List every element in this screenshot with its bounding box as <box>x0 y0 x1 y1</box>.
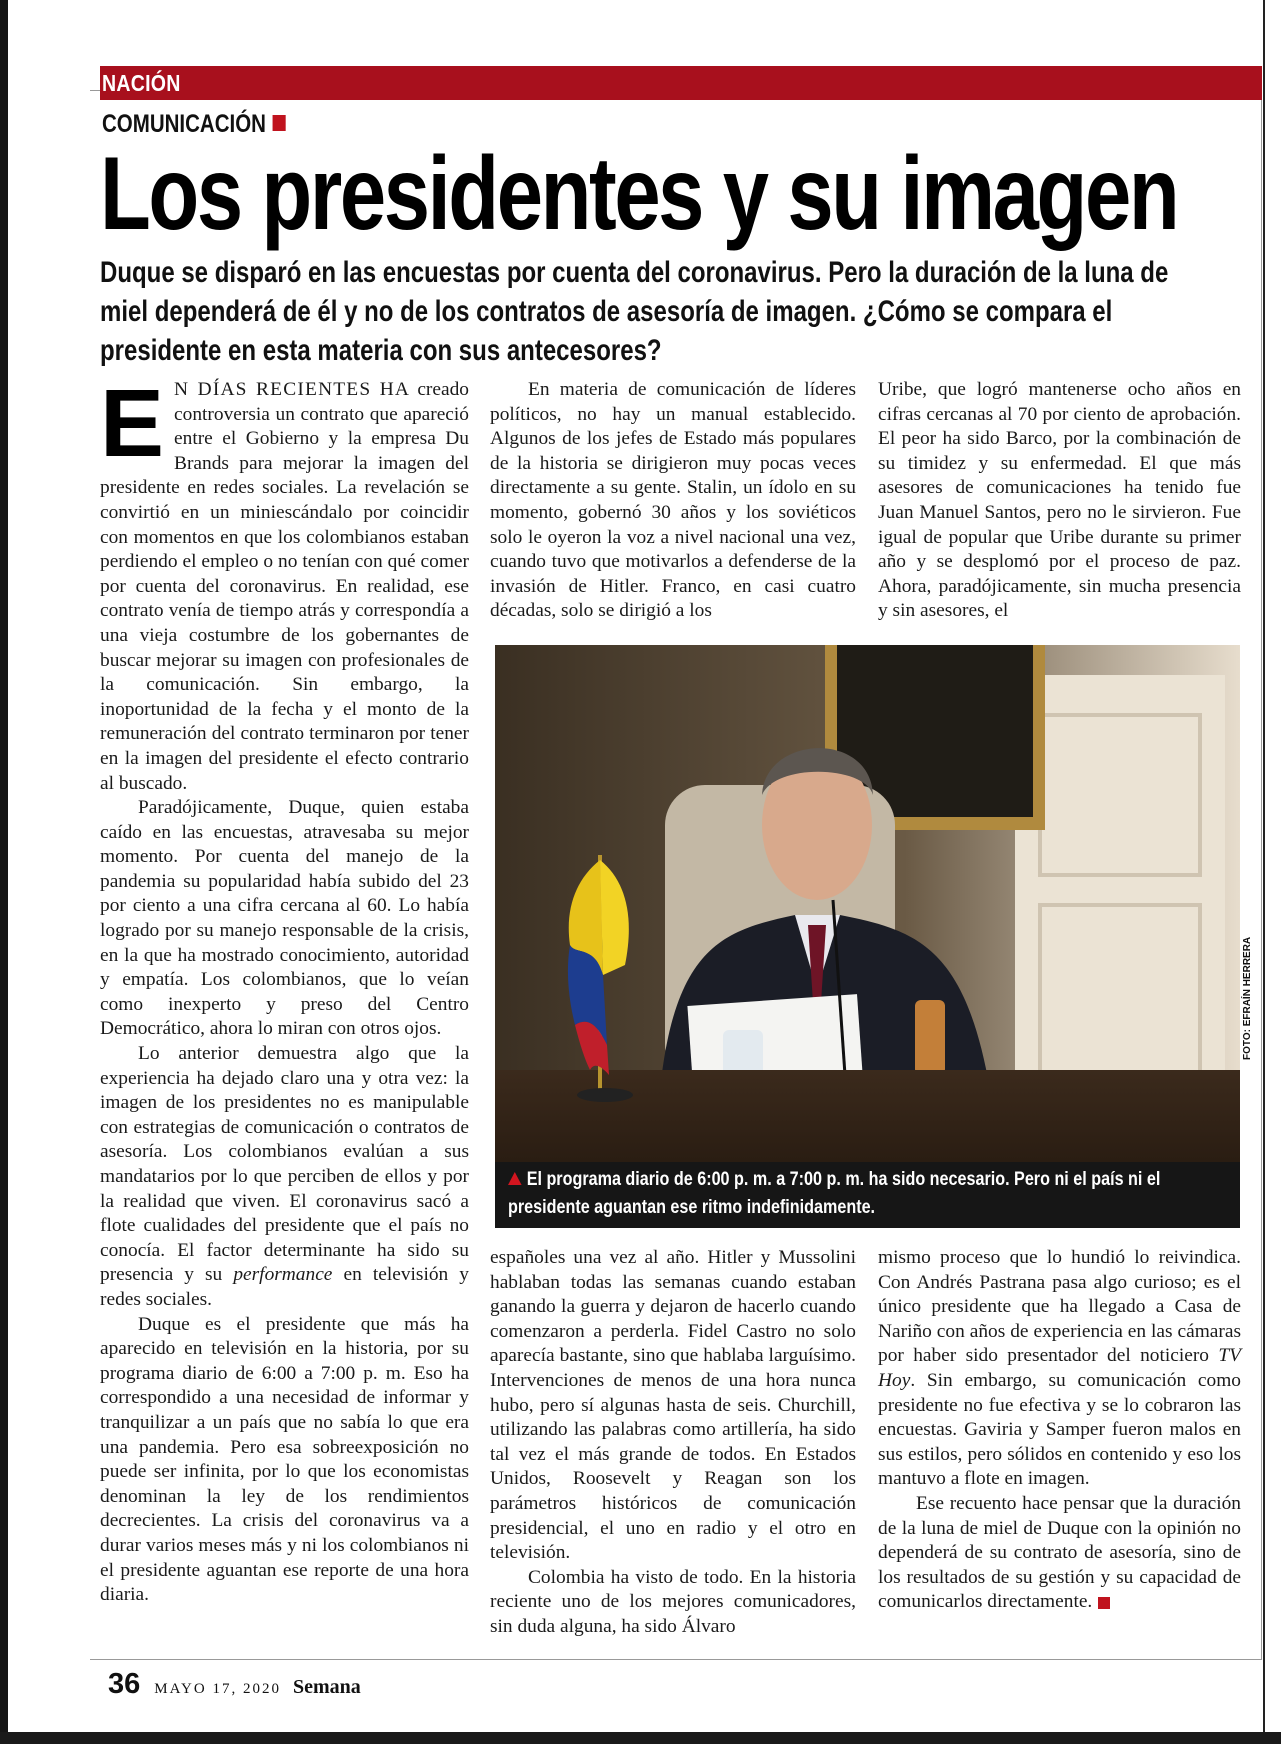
paragraph-6: Uribe, que logró mantenerse ocho años en cifras cercanas al 70 por ciento de aprobación. El peor ha sido Barco, por la combinación de su timidez y su enfermedad. El que más asesores de comunicaciones ha tenido fue Juan Manuel Santos, pero no le sirvieron. Fue igual de popular que Uribe durante su primer año y se desplomó por el proceso de paz. Ahora, paradójicamente, sin mucha presencia y sin asesores, el <box>878 379 1241 622</box>
president-photo <box>495 645 1240 1228</box>
article-column-2-bottom <box>490 1246 856 1640</box>
photo-caption <box>508 1166 1239 1222</box>
paragraph-2: Paradójicamente, Duque, quien estaba caído en las encuestas, atravesaba su mejor momento. Por cuenta del manejo de la pandemia su popularidad había subido del 23 por ciento a una cifra cercana al 60. Lo había logrado por su manejo responsable de la crisis, en la que ha mostrado conocimiento, autoridad y empatía. Los colombianos, que lo veían como inexperto y preso del Centro Democrático, ahora lo miran con otros ojos. <box>100 797 469 1040</box>
article-column-3-top <box>878 378 1241 624</box>
paragraph-5: En materia de comunicación de líderes políticos, no hay un manual establecido. Algunos de los jefes de Estado más populares de la historia se dirigieron muy pocas veces directamente a su gente. Stalin, un ídolo en su momento, gobernó 30 años y los soviéticos solo le oyeron la voz a nivel nacional una vez, cuando tuvo que motivarlos a defenderse de la invasión de Hitler. Franco, en casi cuatro décadas, solo se dirigió a los <box>490 379 856 622</box>
paragraph-1-text: creado controversia un contrato que apareció entre el Gobierno y la empresa Du Brands para mejorar la imagen del presidente en redes sociales. La revelación se convirtió en un miniescándalo por coincidir con momentos en que los colombianos estaban perdiendo el empleo o no tenían con qué comer por cuenta del coronavirus. En realidad, ese contrato venía de tiempo atrás y correspondía a una vieja costumbre de los gobernantes de buscar mejorar su imagen con profesionales de la comunicación. Sin embargo, la inoportunidad de la fecha y el monto de la remuneración del contrato terminaron por tener en la imagen del presidente el efecto contrario al buscado. <box>100 379 469 794</box>
section-bar <box>100 66 1262 100</box>
article-column-2-top <box>490 378 856 624</box>
end-mark-icon <box>1098 1597 1110 1609</box>
page-footer <box>108 1668 361 1701</box>
paragraph-10-text: Ese recuento hace pensar que la duración de la luna de miel de Duque con la opinión no dependerá de su contrato de asesoría, sino de los resultados de su gestión y su capacidad de comunicarlos directamente. <box>878 1492 1241 1613</box>
section-label: NACIÓN <box>102 70 181 96</box>
scan-edge-right <box>1263 0 1265 1744</box>
kicker-text: COMUNICACIÓN <box>102 110 266 138</box>
paragraph-9-text-a: mismo proceso que lo hundió lo reivindica. Con Andrés Pastrana pasa algo curioso; es el único presidente que ha llegado a Casa de Nariño con años de experiencia en las cámaras por haber sido presentador del noticiero <box>878 1247 1241 1367</box>
paragraph-10 <box>878 1492 1241 1615</box>
scan-edge-bottom <box>0 1732 1281 1744</box>
paragraph-3 <box>100 1042 469 1313</box>
paragraph-1 <box>100 370 469 796</box>
paragraph-3-text-a: Lo anterior demuestra algo que la experiencia ha dejado claro una y otra vez: la imagen de los presidentes no es manipulable con estrategias de comunicación o contratos de asesoría. Los colombianos evalúan a sus mandatarios por lo que perciben de ellos y por la realidad que viven. El coronavirus sacó a flote cualidades del presidente que el país no conocía. El factor determinante ha sido su presencia y su <box>100 1043 469 1286</box>
deck: Duque se disparó en las encuestas por cuenta del coronavirus. Pero la duración de la luna de miel dependerá de él y no de los contratos de asesoría de imagen. ¿Cómo se compara el presidente en esta materia con sus antecesores? <box>100 256 1169 367</box>
lead-in: N DÍAS RECIENTES HA <box>174 379 411 400</box>
paragraph-8: Colombia ha visto de todo. En la historia reciente uno de los mejores comunicadores, sin duda alguna, ha sido Álvaro <box>490 1566 856 1637</box>
paragraph-9 <box>878 1246 1241 1492</box>
issue-date: MAYO 17, 2020 <box>154 1681 281 1697</box>
caption-triangle-icon <box>508 1172 522 1185</box>
paragraph-9-text-b: . Sin embargo, su comunicación como presidente no fue efectiva y se lo cobraron las encuestas. Gaviria y Samper fueron malos en sus estilos, pero sólidos en contenido y eso los mantuvo a flote en imagen. <box>878 1369 1241 1490</box>
article-column-3-bottom <box>878 1246 1241 1615</box>
photo-credit: FOTO: EFRAÍN HERRERA <box>1242 936 1253 1060</box>
paragraph-3-emphasis: performance <box>233 1264 333 1286</box>
photo-illustration <box>495 645 1240 1228</box>
kicker-square-icon <box>273 115 286 131</box>
magazine-name: Semana <box>292 1676 361 1698</box>
paragraph-9-emphasis: TV Hoy <box>878 1345 1241 1391</box>
caption-text: El programa diario de 6:00 p. m. a 7:00 p. m. ha sido necesario. Pero ni el país ni el presidente aguantan ese ritmo indefinidamente. <box>508 1169 1161 1218</box>
article-column-1 <box>100 370 469 1608</box>
paragraph-3-text-b: en televisión y redes sociales. <box>100 1264 469 1310</box>
headline: Los presidentes y su imagen <box>100 136 1178 252</box>
scan-edge-left <box>0 0 8 1744</box>
page-number: 36 <box>108 1668 141 1700</box>
drop-cap: E <box>100 370 165 477</box>
kicker <box>102 110 286 139</box>
paragraph-7: españoles una vez al año. Hitler y Mussolini hablaban todas las semanas cuando estaban ganando la guerra y dejaron de hacerlo cuando comenzaron a perderla. Fidel Castro no solo aparecía bastante, sino que hablaba larguísimo. Intervenciones de menos de una hora nunca hubo, pero sí algunas hasta de seis. Churchill, utilizando las palabras como artillería, ha sido tal vez el más grande de todos. En Estados Unidos, Roosevelt y Reagan son los parámetros históricos de comunicación presidencial, el uno en radio y el otro en televisión. <box>490 1247 856 1564</box>
paragraph-4: Duque es el presidente que más ha aparecido en televisión en la historia, por su programa diario de 6:00 a 7:00 p. m. Eso ha correspondido a una necesidad de informar y tranquilizar a un país que no sabía lo que era una pandemia. Pero esa sobreexposición no puede ser infinita, por lo que los economistas denominan la ley de los rendimientos decrecientes. La crisis del coronavirus va a durar varios meses más y ni los colombianos ni el presidente aguantan ese reporte de una hora diaria. <box>100 1313 469 1606</box>
